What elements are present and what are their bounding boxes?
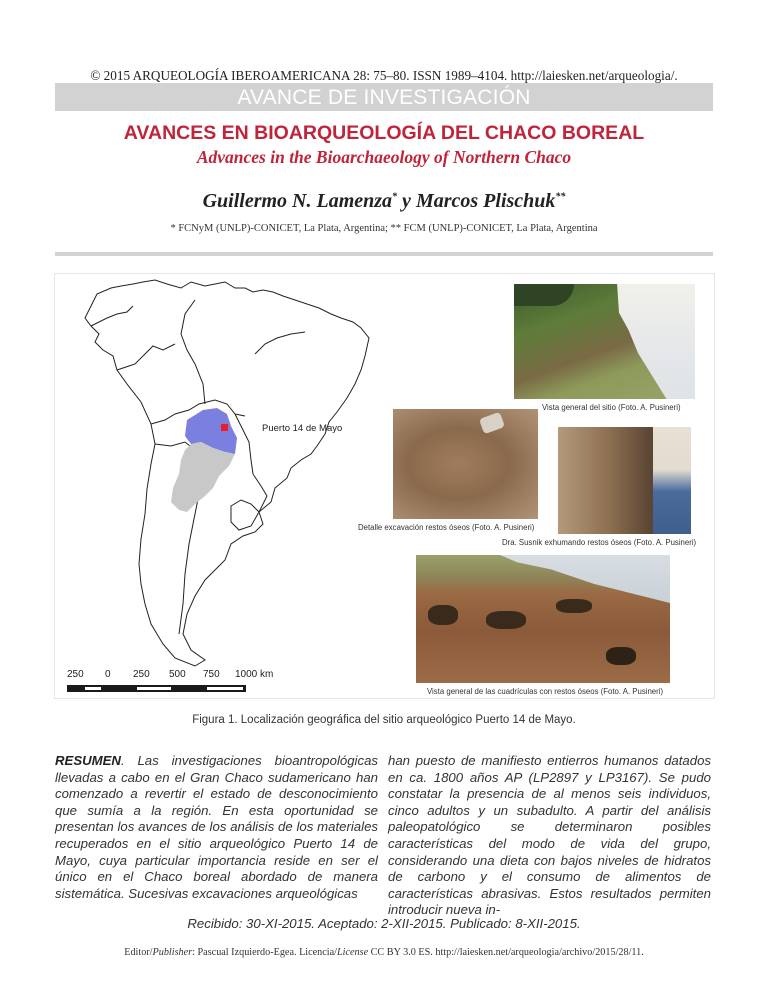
affiliations: * FCNyM (UNLP)-CONICET, La Plata, Argentina; ** FCM (UNLP)-CONICET, La Plata, Argentina — [170, 223, 598, 234]
chaco-south-region — [171, 442, 235, 512]
author-name: Marcos Plischuk — [415, 190, 556, 212]
south-america-map — [55, 274, 395, 698]
photo-susnik-exhuming — [558, 427, 691, 534]
scale-tick: 0 — [105, 669, 111, 680]
photo-excavation-detail — [393, 409, 538, 519]
footer-license — [0, 947, 768, 958]
section-banner — [55, 83, 713, 111]
scale-tick: 250 — [133, 669, 150, 680]
photo-excavation-units — [416, 555, 670, 683]
photo-caption: Detalle excavación restos óseos (Foto. A. Pusineri) — [358, 523, 535, 532]
footer-license-text: CC BY 3.0 ES. http://laiesken.net/arqueologia/archivo/2015/28/11. — [368, 947, 644, 958]
abstract-label: RESUMEN — [55, 753, 121, 768]
site-label: Puerto 14 de Mayo — [262, 423, 343, 434]
article-subtitle: Advances in the Bioarchaeology of Northern Chaco — [196, 147, 572, 167]
scale-tick: 500 — [169, 669, 186, 680]
author-name: Guillermo N. Lamenza — [202, 190, 393, 212]
figure-1 — [54, 273, 715, 699]
author-mark: * — [392, 191, 398, 203]
scale-tick: 250 — [67, 669, 84, 680]
photo-caption: Vista general de las cuadrículas con restos óseos (Foto. A. Pusineri) — [427, 687, 664, 696]
photo-caption: Dra. Susnik exhumando restos óseos (Foto. A. Pusineri) — [502, 538, 697, 547]
abstract-text: . Las investigaciones bioantropológicas llevadas a cabo en el Gran Chaco sudamericano han comenzado a revertir el estado de desconocimiento que sumía a la región. En esta oportunidad se presentan los avances de los análisis de los materiales recuperados en el sitio arqueológico Puerto 14 de Mayo, cuya particular importancia reside en ser el único en el Chaco boreal abordado de manera sistemática. Sucesivas excavaciones arqueológicas — [55, 753, 378, 901]
publication-dates: Recibido: 30-XI-2015. Aceptado: 2-XII-2015. Publicado: 8-XII-2015. — [187, 916, 581, 931]
footer-license-label: License — [336, 947, 369, 958]
footer-publisher-label: Publisher — [152, 947, 193, 958]
article-title: AVANCES EN BIOARQUEOLOGÍA DEL CHACO BOREAL — [123, 122, 645, 144]
section-label: AVANCE DE INVESTIGACIÓN — [237, 86, 531, 109]
abstract-column-2 — [388, 753, 711, 919]
author-joiner: y — [397, 190, 416, 212]
scale-bar — [67, 685, 246, 692]
footer-editor-text: : Pascual Izquierdo-Egea. Licencia/ — [192, 947, 337, 958]
continent-outline — [85, 280, 369, 666]
photo-caption: Vista general del sitio (Foto. A. Pusineri) — [542, 403, 681, 412]
author-mark: ** — [555, 191, 566, 203]
authors — [0, 190, 768, 213]
divider — [55, 252, 713, 256]
footer-editor-label: Editor/ — [124, 947, 153, 958]
abstract-text: han puesto de manifiesto entierros humanos datados en ca. 1800 años AP (LP2897 y LP3167). Se pudo constatar la presencia de al menos seis individuos, cinco adultos y un subadulto. A partir del análisis paleopatológico se determinaron posibles características del modo de vida del grupo, considerando una dieta con bajos niveles de hidratos de carbono y el consumo de alimentos de características abrasivas. Estos resultados permiten introducir nueva in- — [388, 753, 711, 918]
figure-caption: Figura 1. Localización geográfica del sitio arqueológico Puerto 14 de Mayo. — [192, 714, 576, 726]
abstract-column-1 — [55, 753, 378, 902]
scale-tick: 1000 km — [235, 669, 274, 680]
journal-citation: © 2015 ARQUEOLOGÍA IBEROAMERICANA 28: 75–80. ISSN 1989–4104. http://laiesken.net/arqueologia/. — [90, 68, 678, 83]
site-marker — [221, 424, 228, 431]
photo-site-overview — [514, 284, 695, 399]
scale-tick: 750 — [203, 669, 220, 680]
